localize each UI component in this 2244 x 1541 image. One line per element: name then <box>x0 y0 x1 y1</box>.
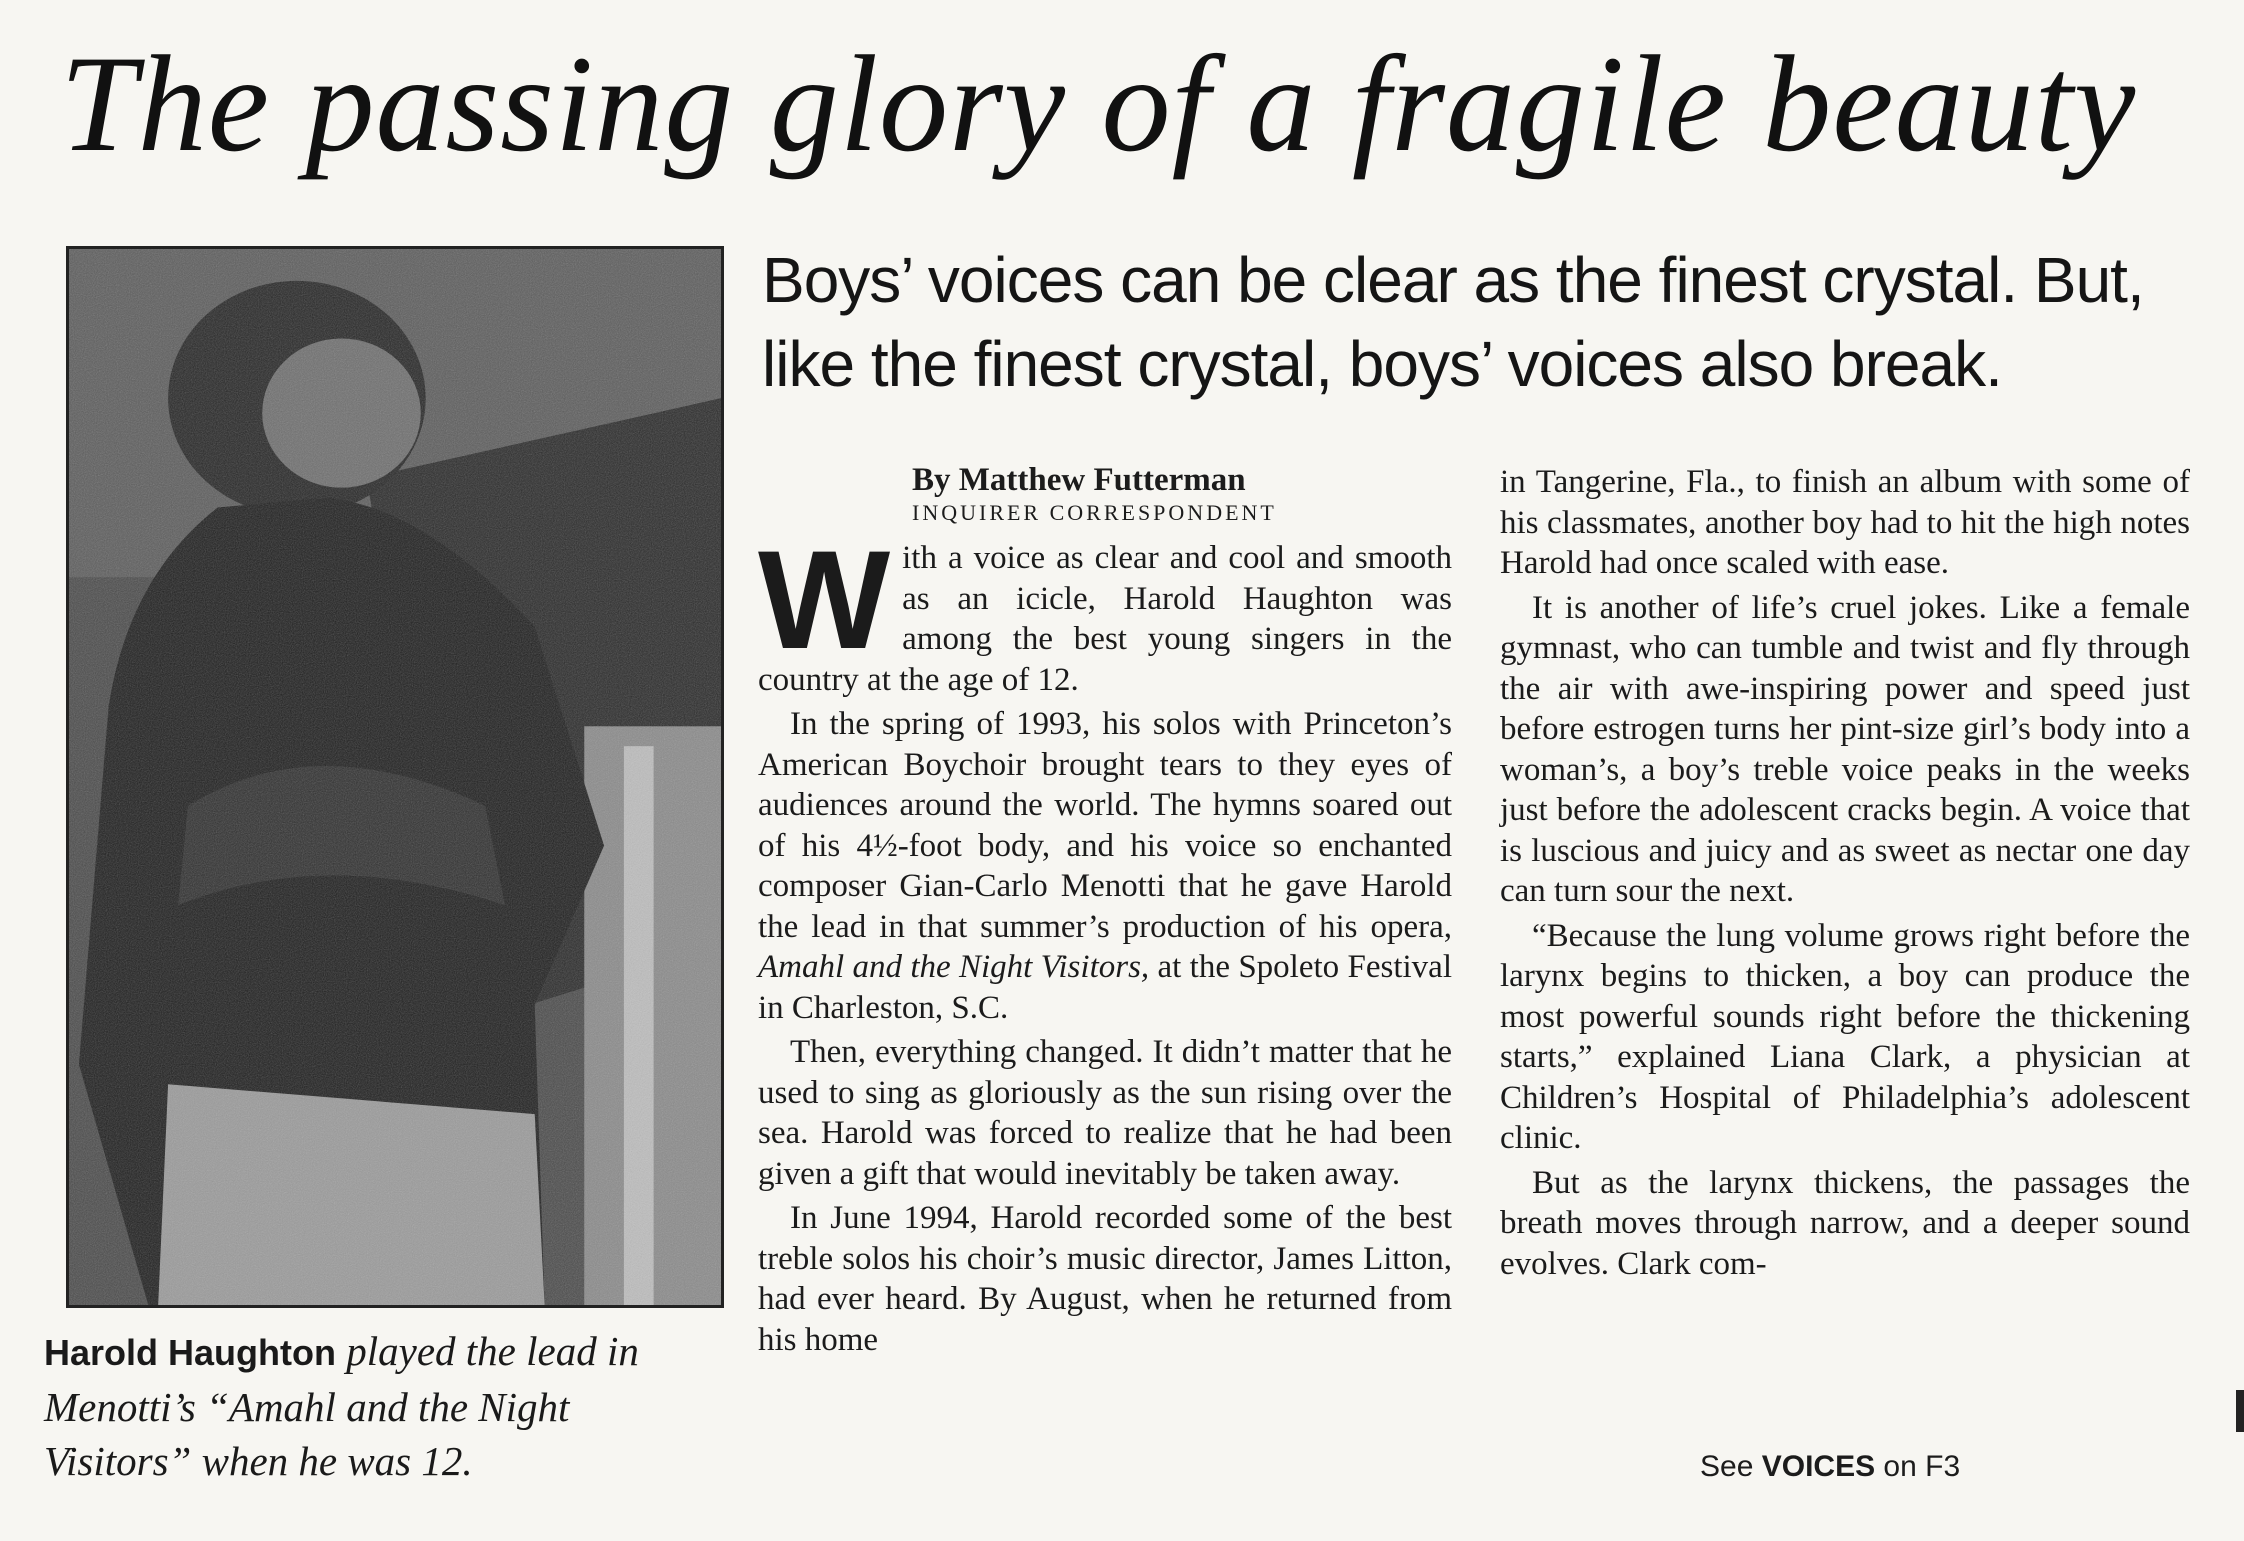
article-column-2 <box>1500 462 2190 1288</box>
edge-mark <box>2236 1390 2244 1432</box>
photo-image <box>69 249 721 1305</box>
paragraph <box>758 704 1452 1028</box>
deck-subheadline: Boys’ voices can be clear as the finest crystal. But, like the finest crystal, boys’ voices also break. <box>762 244 2144 400</box>
jump-page: on F3 <box>1875 1450 1961 1483</box>
caption-name: Harold Haughton <box>44 1332 336 1373</box>
paragraph: Then, everything changed. It didn’t matter that he used to sing as gloriously as the sun rising over the sea. Harold was forced to realize that he had been given a gift that would inevitably be taken away. <box>758 1034 1452 1192</box>
paragraph: in Tangerine, Fla., to finish an album with some of his classmates, another boy had to hit the high notes Harold had once scaled with ease. <box>1500 464 2190 581</box>
jump-target: VOICES <box>1761 1450 1876 1483</box>
headline: The passing glory of a fragile beauty <box>60 27 2137 180</box>
paragraph <box>758 521 1452 700</box>
photo-caption <box>44 1324 714 1488</box>
caption-text: played the lead in Menotti’s “Amahl and the Night Visitors” when he was 12. <box>44 1328 639 1484</box>
paragraph: “Because the lung volume grows right before the larynx begins to thicken, a boy can produce the most powerful sounds right before the thickening starts,” explained Liana Clark, a physician at Children’s Hospital of Philadelphia’s adolescent clinic. <box>1500 917 2190 1156</box>
paragraph-text: In the spring of 1993, his solos with Princeton’s American Boychoir brought tears to they eyes of audiences around the world. The hymns soared out of his 4½-foot body, and his voice so enchanted composer Gian-Carlo Menotti that he gave Harold the lead in that summer’s production of his opera, <box>758 706 1452 945</box>
paragraph-text: ith a voice as clear and cool and smooth as an icicle, Harold Haughton was among the best young singers in the country at the age of 12. <box>758 540 1452 698</box>
drop-cap: W <box>758 521 891 678</box>
article-column-1 <box>758 521 1452 1364</box>
byline-name: By Matthew Futterman <box>912 462 1246 498</box>
continued-jump-line <box>1700 1450 1960 1484</box>
paragraph: It is another of life’s cruel jokes. Like a female gymnast, who can tumble and twist and fly through the air with awe-inspiring power and speed just before estrogen turns her pint-size girl’s body into a woman’s, a boy’s treble voice peaks in the weeks just before the adolescent cracks begin. A voice that is luscious and juicy and as sweet as nectar one day can turn sour the next. <box>1500 589 2190 909</box>
jump-see: See <box>1700 1450 1762 1483</box>
paragraph: In June 1994, Harold recorded some of the best treble solos his choir’s music director, James Litton, had ever heard. By August, when he returned from his home <box>758 1200 1452 1358</box>
article-photo <box>66 246 724 1308</box>
opera-title: Amahl and the Night Visitors, <box>758 949 1150 985</box>
byline-role: INQUIRER CORRESPONDENT <box>912 500 1277 525</box>
paragraph: But as the larynx thickens, the passages the breath moves through narrow, and a deeper sound evolves. Clark com- <box>1500 1164 2190 1282</box>
paragraph-text: at the Spoleto Festival in Charleston, S.C. <box>758 949 1452 1026</box>
byline <box>912 460 1472 526</box>
